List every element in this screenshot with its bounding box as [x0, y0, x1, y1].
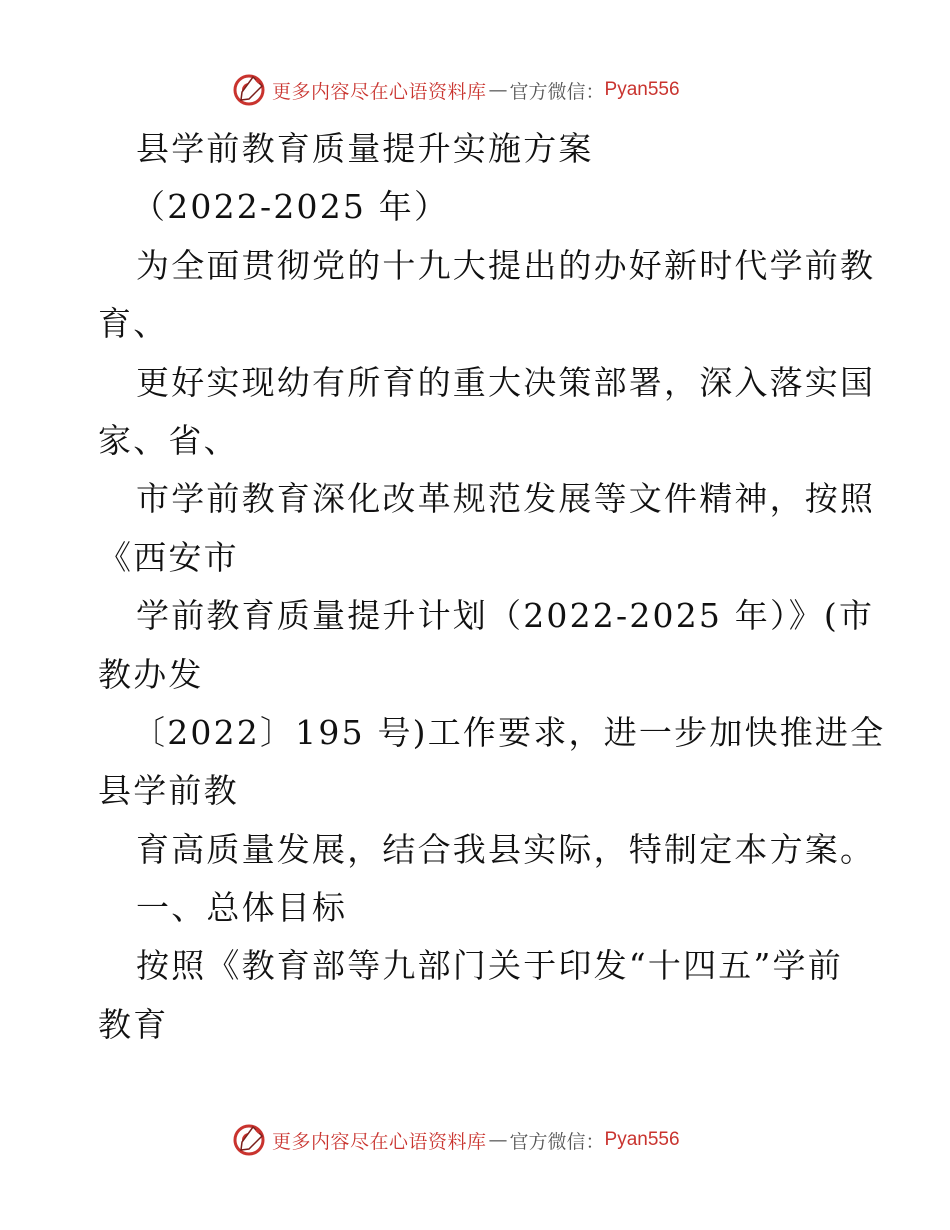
paragraph-line: 〔2022〕195 号)工作要求，进一步加快推进全	[132, 712, 886, 752]
header-watermark	[232, 70, 680, 110]
paragraph-line: 《西安市	[98, 537, 239, 577]
watermark-separator: —	[488, 79, 508, 101]
document-title: 县学前教育质量提升实施方案	[136, 129, 594, 168]
watermark-contact-id: Pyan556	[604, 79, 680, 100]
watermark-separator: —	[488, 1129, 508, 1151]
section-heading: 一、总体目标	[136, 888, 348, 928]
paragraph-line: 育高质量发展，结合我县实际，特制定本方案。	[136, 829, 876, 869]
paragraph-line: 学前教育质量提升计划（2022-2025 年）》(市	[136, 596, 875, 636]
watermark-site-text: 更多内容尽在心语资料库	[272, 1130, 487, 1153]
paragraph-line: 家、省、	[98, 420, 239, 460]
paragraph-line: 更好实现幼有所育的重大决策部署，深入落实国	[136, 362, 876, 402]
document-subtitle-years: （2022-2025 年）	[132, 187, 450, 227]
watermark-site-text: 更多内容尽在心语资料库	[272, 80, 487, 103]
paragraph-line: 县学前教	[98, 771, 239, 811]
paragraph-line: 育、	[98, 304, 169, 344]
paragraph-line: 按照《教育部等九部门关于印发“十四五”学前	[136, 946, 843, 986]
paragraph-line: 为全面贯彻党的十九大提出的办好新时代学前教	[136, 245, 876, 285]
document-body	[98, 120, 886, 1054]
paragraph-line: 教育	[98, 1004, 169, 1044]
pen-logo-icon	[232, 1123, 266, 1157]
watermark-contact-id: Pyan556	[604, 1129, 680, 1150]
watermark-contact-label: 官方微信：	[509, 1130, 605, 1153]
watermark-contact-label: 官方微信：	[509, 80, 605, 103]
paragraph-line: 教办发	[98, 654, 204, 694]
pen-logo-icon	[232, 73, 266, 107]
paragraph-line: 市学前教育深化改革规范发展等文件精神，按照	[136, 479, 876, 519]
footer-watermark	[232, 1120, 680, 1160]
